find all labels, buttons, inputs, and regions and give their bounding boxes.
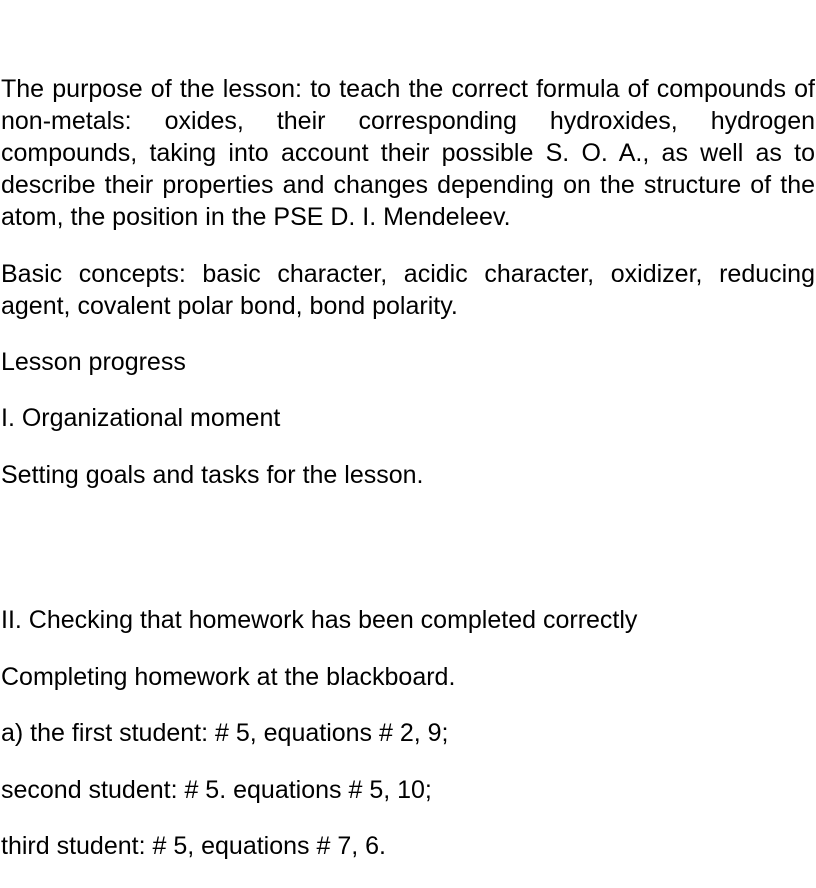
blackboard-paragraph: Completing homework at the blackboard. [1, 663, 456, 691]
lesson-purpose-paragraph: The purpose of the lesson: to teach the correct formula of compounds of non-metals: oxides, their corresponding hydroxides, hydrogen compounds, taking into account their possible S. O. A., as well as to describe their properties and changes depending on the structure of the atom, the position in the PSE D. I. Mendeleev. [1, 75, 815, 231]
organizational-moment-heading: I. Organizational moment [1, 404, 281, 432]
basic-concepts-paragraph: Basic concepts: basic character, acidic character, oxidizer, reducing agent, covalent polar bond, bond polarity. [1, 260, 815, 320]
homework-check-heading: II. Checking that homework has been completed correctly [1, 606, 638, 634]
student-item: second student: # 5. equations # 5, 10; [1, 776, 432, 804]
student-item: third student: # 5, equations # 7, 6. [1, 832, 386, 860]
student-item: a) the first student: # 5, equations # 2, 9; [1, 719, 449, 747]
lesson-progress-heading: Lesson progress [1, 348, 186, 376]
goals-paragraph: Setting goals and tasks for the lesson. [1, 461, 424, 489]
